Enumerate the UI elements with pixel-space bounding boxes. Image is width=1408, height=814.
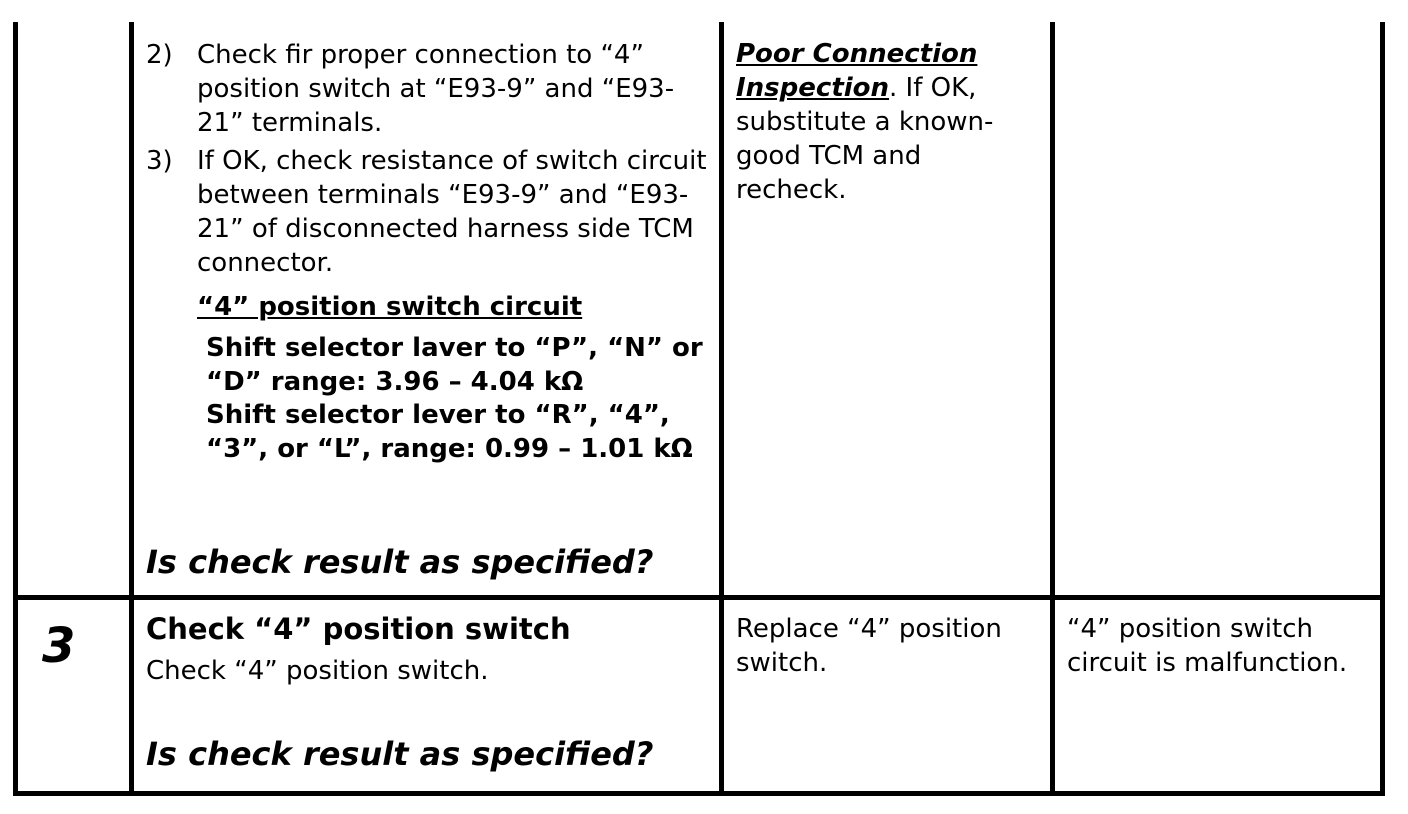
column-divider-3 bbox=[1050, 22, 1055, 796]
yes-cell-3 bbox=[736, 612, 1041, 680]
poor-connection-inspection-link[interactable]: Poor Connection Inspection bbox=[736, 39, 978, 103]
list-number: 2) bbox=[146, 40, 173, 70]
step-cell-3 bbox=[146, 612, 711, 787]
step-list-item bbox=[146, 144, 711, 280]
list-text: If OK, check resistance of switch circuit between terminals “E93-9” and “E93-21” of disconnected harness side TCM connector. bbox=[197, 146, 707, 278]
table-border-left bbox=[13, 22, 18, 796]
circuit-heading: “4” position switch circuit bbox=[197, 292, 583, 322]
no-cell-3 bbox=[1067, 612, 1367, 680]
row-divider bbox=[13, 595, 1385, 600]
table-border-bottom bbox=[13, 791, 1385, 796]
yes-cell-continued bbox=[736, 37, 1036, 207]
step-title: Check “4” position switch bbox=[146, 612, 571, 646]
column-divider-2 bbox=[719, 22, 724, 796]
spec-line-1: Shift selector laver to “P”, “N” or “D” range: 3.96 – 4.04 kΩ bbox=[206, 333, 703, 397]
step-number: 3 bbox=[42, 618, 76, 674]
yes-action-text: . If OK, substitute a known-good TCM and recheck. bbox=[736, 73, 994, 205]
check-question: Is check result as specified? bbox=[146, 543, 654, 581]
step-number-cell bbox=[42, 618, 122, 674]
list-number: 3) bbox=[146, 146, 173, 176]
yes-action-text: Replace “4” position switch. bbox=[736, 614, 1002, 678]
spec-line-2: Shift selector lever to “R”, “4”, “3”, or “L”, range: 0.99 – 1.01 kΩ bbox=[206, 400, 693, 464]
step-instruction: Check “4” position switch. bbox=[146, 656, 489, 686]
step-list-item bbox=[146, 38, 711, 140]
step-cell-continued bbox=[146, 38, 711, 593]
table-border-right bbox=[1380, 22, 1385, 796]
no-action-text: “4” position switch circuit is malfunction. bbox=[1067, 614, 1348, 678]
check-question: Is check result as specified? bbox=[146, 735, 654, 773]
list-text: Check fir proper connection to “4” position switch at “E93-9” and “E93-21” terminals. bbox=[197, 40, 675, 138]
column-divider-1 bbox=[129, 22, 134, 796]
